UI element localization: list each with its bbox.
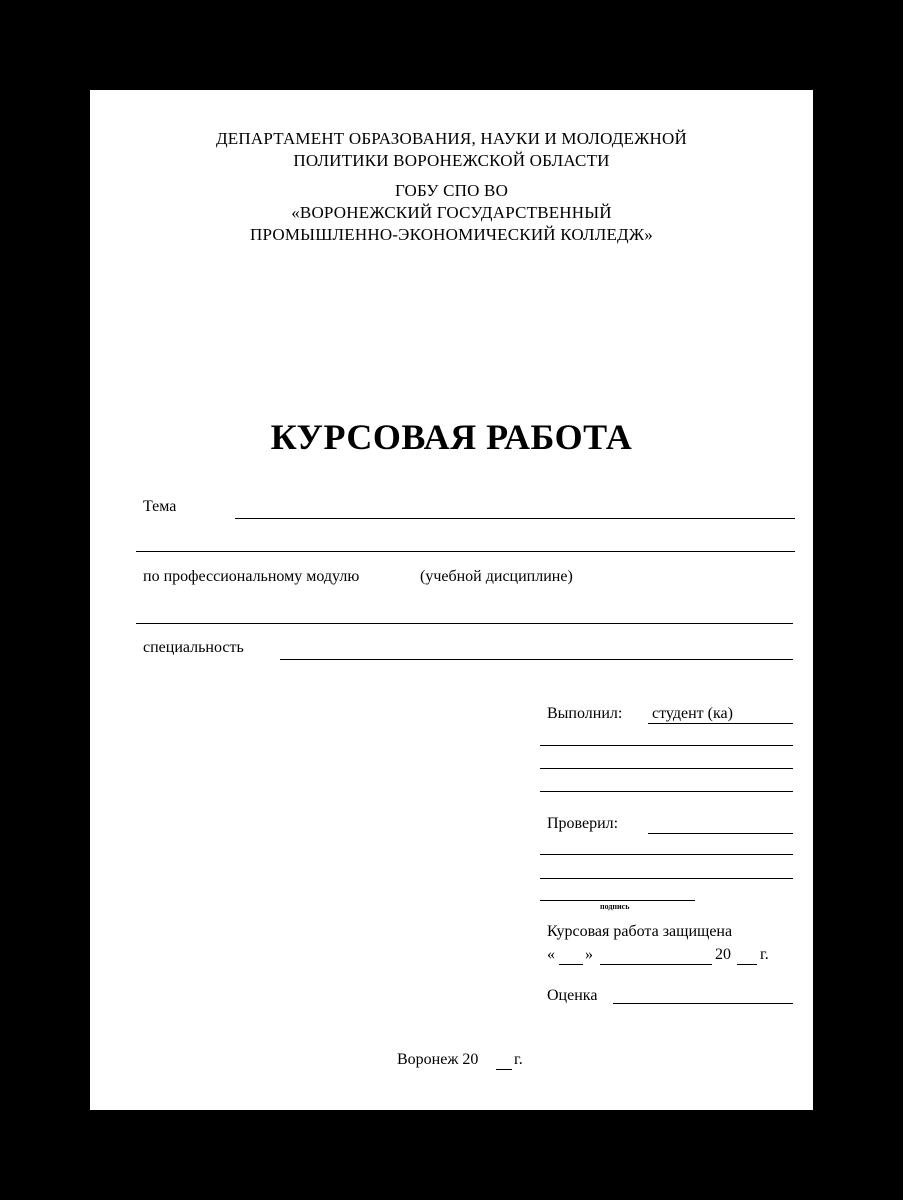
header-department-line2: ПОЛИТИКИ ВОРОНЕЖСКОЙ ОБЛАСТИ xyxy=(293,151,610,170)
header-department-line1: ДЕПАРТАМЕНТ ОБРАЗОВАНИЯ, НАУКИ И МОЛОДЕЖНОЙ xyxy=(216,129,687,148)
performed-line xyxy=(648,723,793,724)
grade-label: Оценка xyxy=(547,987,598,1004)
footer-city-year: Воронеж 20 xyxy=(397,1051,479,1068)
checked-line xyxy=(648,833,793,834)
signature-line xyxy=(540,900,695,901)
document-page xyxy=(90,90,813,1110)
header-institution-line2: «ВОРОНЕЖСКИЙ ГОСУДАРСТВЕННЫЙ xyxy=(291,203,612,222)
footer-year-suffix: г. xyxy=(514,1051,523,1068)
performed-label: Выполнил: xyxy=(547,705,623,722)
theme-line-2 xyxy=(136,551,795,552)
date-year-prefix: 20 xyxy=(715,946,731,963)
date-month-line xyxy=(600,964,712,965)
date-day-line xyxy=(559,964,583,965)
date-close-quote: » xyxy=(585,946,593,963)
header-institution-line3: ПРОМЫШЛЕННО-ЭКОНОМИЧЕСКИЙ КОЛЛЕДЖ» xyxy=(250,225,653,244)
checked-label: Проверил: xyxy=(547,815,619,832)
document-title: КУРСОВАЯ РАБОТА xyxy=(270,417,633,457)
signature-caption: подпись xyxy=(600,902,630,911)
performed-line-4 xyxy=(540,791,793,792)
specialty-label: специальность xyxy=(143,639,244,656)
date-year-suffix: г. xyxy=(760,946,769,963)
date-open-quote: « xyxy=(547,946,555,963)
performed-line-3 xyxy=(540,768,793,769)
grade-line xyxy=(613,1003,793,1004)
discipline-label: (учебной дисциплине) xyxy=(420,568,573,585)
checked-line-2 xyxy=(540,854,793,855)
date-year-line xyxy=(737,964,757,965)
theme-line xyxy=(235,518,795,519)
module-label: по профессиональному модулю xyxy=(143,568,360,585)
theme-label: Тема xyxy=(143,498,177,515)
defended-text: Курсовая работа защищена xyxy=(547,923,733,940)
footer-year-line xyxy=(496,1069,512,1070)
header-institution-line1: ГОБУ СПО ВО xyxy=(394,181,509,200)
performed-line-2 xyxy=(540,745,793,746)
performed-value: студент (ка) xyxy=(652,705,733,722)
module-line xyxy=(136,623,793,624)
specialty-line xyxy=(280,659,793,660)
checked-line-3 xyxy=(540,878,793,879)
